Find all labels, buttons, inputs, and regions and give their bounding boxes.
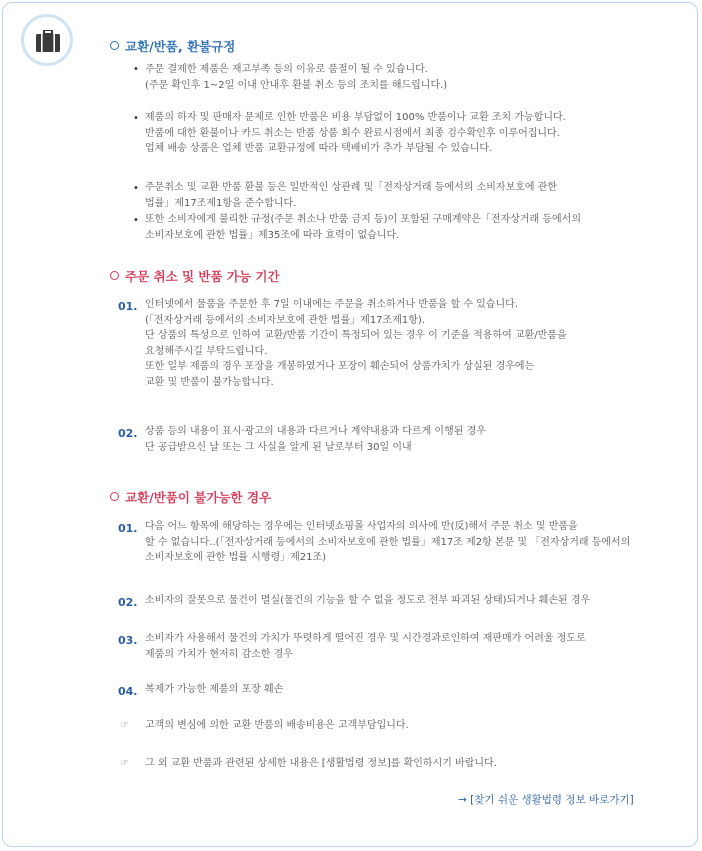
section-title-not-allowed: 교환/반품이 불가능한 경우: [110, 488, 271, 506]
item-number: 02.: [118, 596, 138, 609]
not-allowed-3-text: 소비자가 사용해서 물건의 가치가 뚜렷하게 떨어진 경우 및 시간경과로인하여 재판매가 어려울 정도로 제품의 가치가 현저히 감소한 경우: [145, 633, 586, 660]
not-allowed-2-text: 소비자의 잘못으로 물건이 멸실(물건의 기능을 할 수 없을 정도로 전부 파괴된 상태)되거나 훼손된 경우: [145, 595, 591, 606]
item-number: 01.: [118, 522, 138, 535]
note-1-text: 고객의 변심에 의한 교환 반품의 배송비용은 고객부담입니다.: [145, 720, 409, 731]
section-title-exchange-refund: 교환/반품, 환불규정: [110, 37, 235, 55]
period-2-text: 상품 등의 내용이 표시·광고의 내용과 다르거나 계약내용과 다르게 이행된 경우 단 공급받으신 날 또는 그 사실을 알게 된 날로부터 30일 이내: [145, 426, 486, 453]
note-2-text: 그 외 교환 반품과 관련된 상세한 내용은 [생활법령 정보]를 확인하시기 바랍니다.: [145, 758, 497, 769]
bullet-icon: •: [133, 183, 139, 194]
not-allowed-1-text: 다음 어느 항목에 해당하는 경우에는 인터넷쇼핑몰 사업자의 의사에 반(反)해서 주문 취소 및 반품을 할 수 없습니다..(「전자상거래 등에서의 소비자보호에 관한 법률」제17조 제2항 본문 및 「전자상거래 등에서의 소비자보호에 관한 법률 시행령」제21조): [145, 521, 631, 563]
item-number: 02.: [118, 427, 138, 440]
law-info-link-label: [찾기 쉬운 생활법령 정보 바로가기]: [470, 794, 634, 806]
pointing-hand-icon: ☞: [120, 758, 129, 769]
rule-1-text: 주문 결제한 제품은 재고부족 등의 이유로 품절이 될 수 있습니다. (주문 확인후 1~2일 이내 안내후 환불 취소 등의 조치를 해드립니다.): [145, 64, 448, 91]
briefcase-badge: [21, 14, 73, 66]
circle-bullet-icon: [110, 492, 119, 501]
bullet-icon: •: [133, 64, 139, 75]
law-info-link[interactable]: [458, 792, 634, 807]
not-allowed-4-text: 복제가 가능한 제품의 포장 훼손: [145, 684, 284, 695]
rule-3-text: 주문취소 및 교환 반품 환불 등은 일반적인 상관례 및「전자상거래 등에서의 소비자보호에 관한 법률」제17조제1항을 준수합니다.: [145, 182, 558, 209]
item-number: 01.: [118, 300, 138, 313]
item-number: 04.: [118, 685, 138, 698]
pointing-hand-icon: ☞: [120, 720, 129, 731]
bullet-icon: •: [133, 113, 139, 124]
item-number: 03.: [118, 634, 138, 647]
briefcase-icon: [36, 30, 60, 52]
rule-2-text: 제품의 하자 및 판매자 문제로 인한 반품은 비용 부담없이 100% 반품이나 교환 조치 가능합니다. 반품에 대한 환불이나 카드 취소는 반품 상품 회수 완료시점에서 최종 검수확인후 이루어집니다. 업체 배송 상품은 업체 반품 교환규정에 따라 택배비가 추가 부담될 수 있습니다.: [145, 112, 566, 154]
section-title-cancel-period: 주문 취소 및 반품 가능 기간: [110, 267, 280, 285]
period-1-text: 인터넷에서 물품을 주문한 후 7일 이내에는 주문을 취소하거나 반품을 할 수 있습니다. (「전자상거래 등에서의 소비자보호에 관한 법률」제17조제1항). 단 상품의 특성으로 인하여 교환/반품 기간이 특정되어 있는 경우 이 기준을 적용하여 교환/반품을 요청해주시길 부탁드립니다. 또한 일부 제품의 경우 포장을 개봉하였거나 포장이 훼손되어 상품가치가 상실된 경우에는 교환 및 반품이 불가능합니다.: [145, 299, 567, 388]
bullet-icon: •: [133, 215, 139, 226]
circle-bullet-icon: [110, 271, 119, 280]
arrow-right-icon: →: [458, 794, 467, 806]
rule-4-text: 또한 소비자에게 불리한 규정(주문 취소나 반품 금지 등)이 포함된 구매계약은「전자상거래 등에서의 소비자보호에 관한 법률」제35조에 따라 효력이 없습니다.: [145, 214, 581, 241]
circle-bullet-icon: [110, 41, 119, 50]
